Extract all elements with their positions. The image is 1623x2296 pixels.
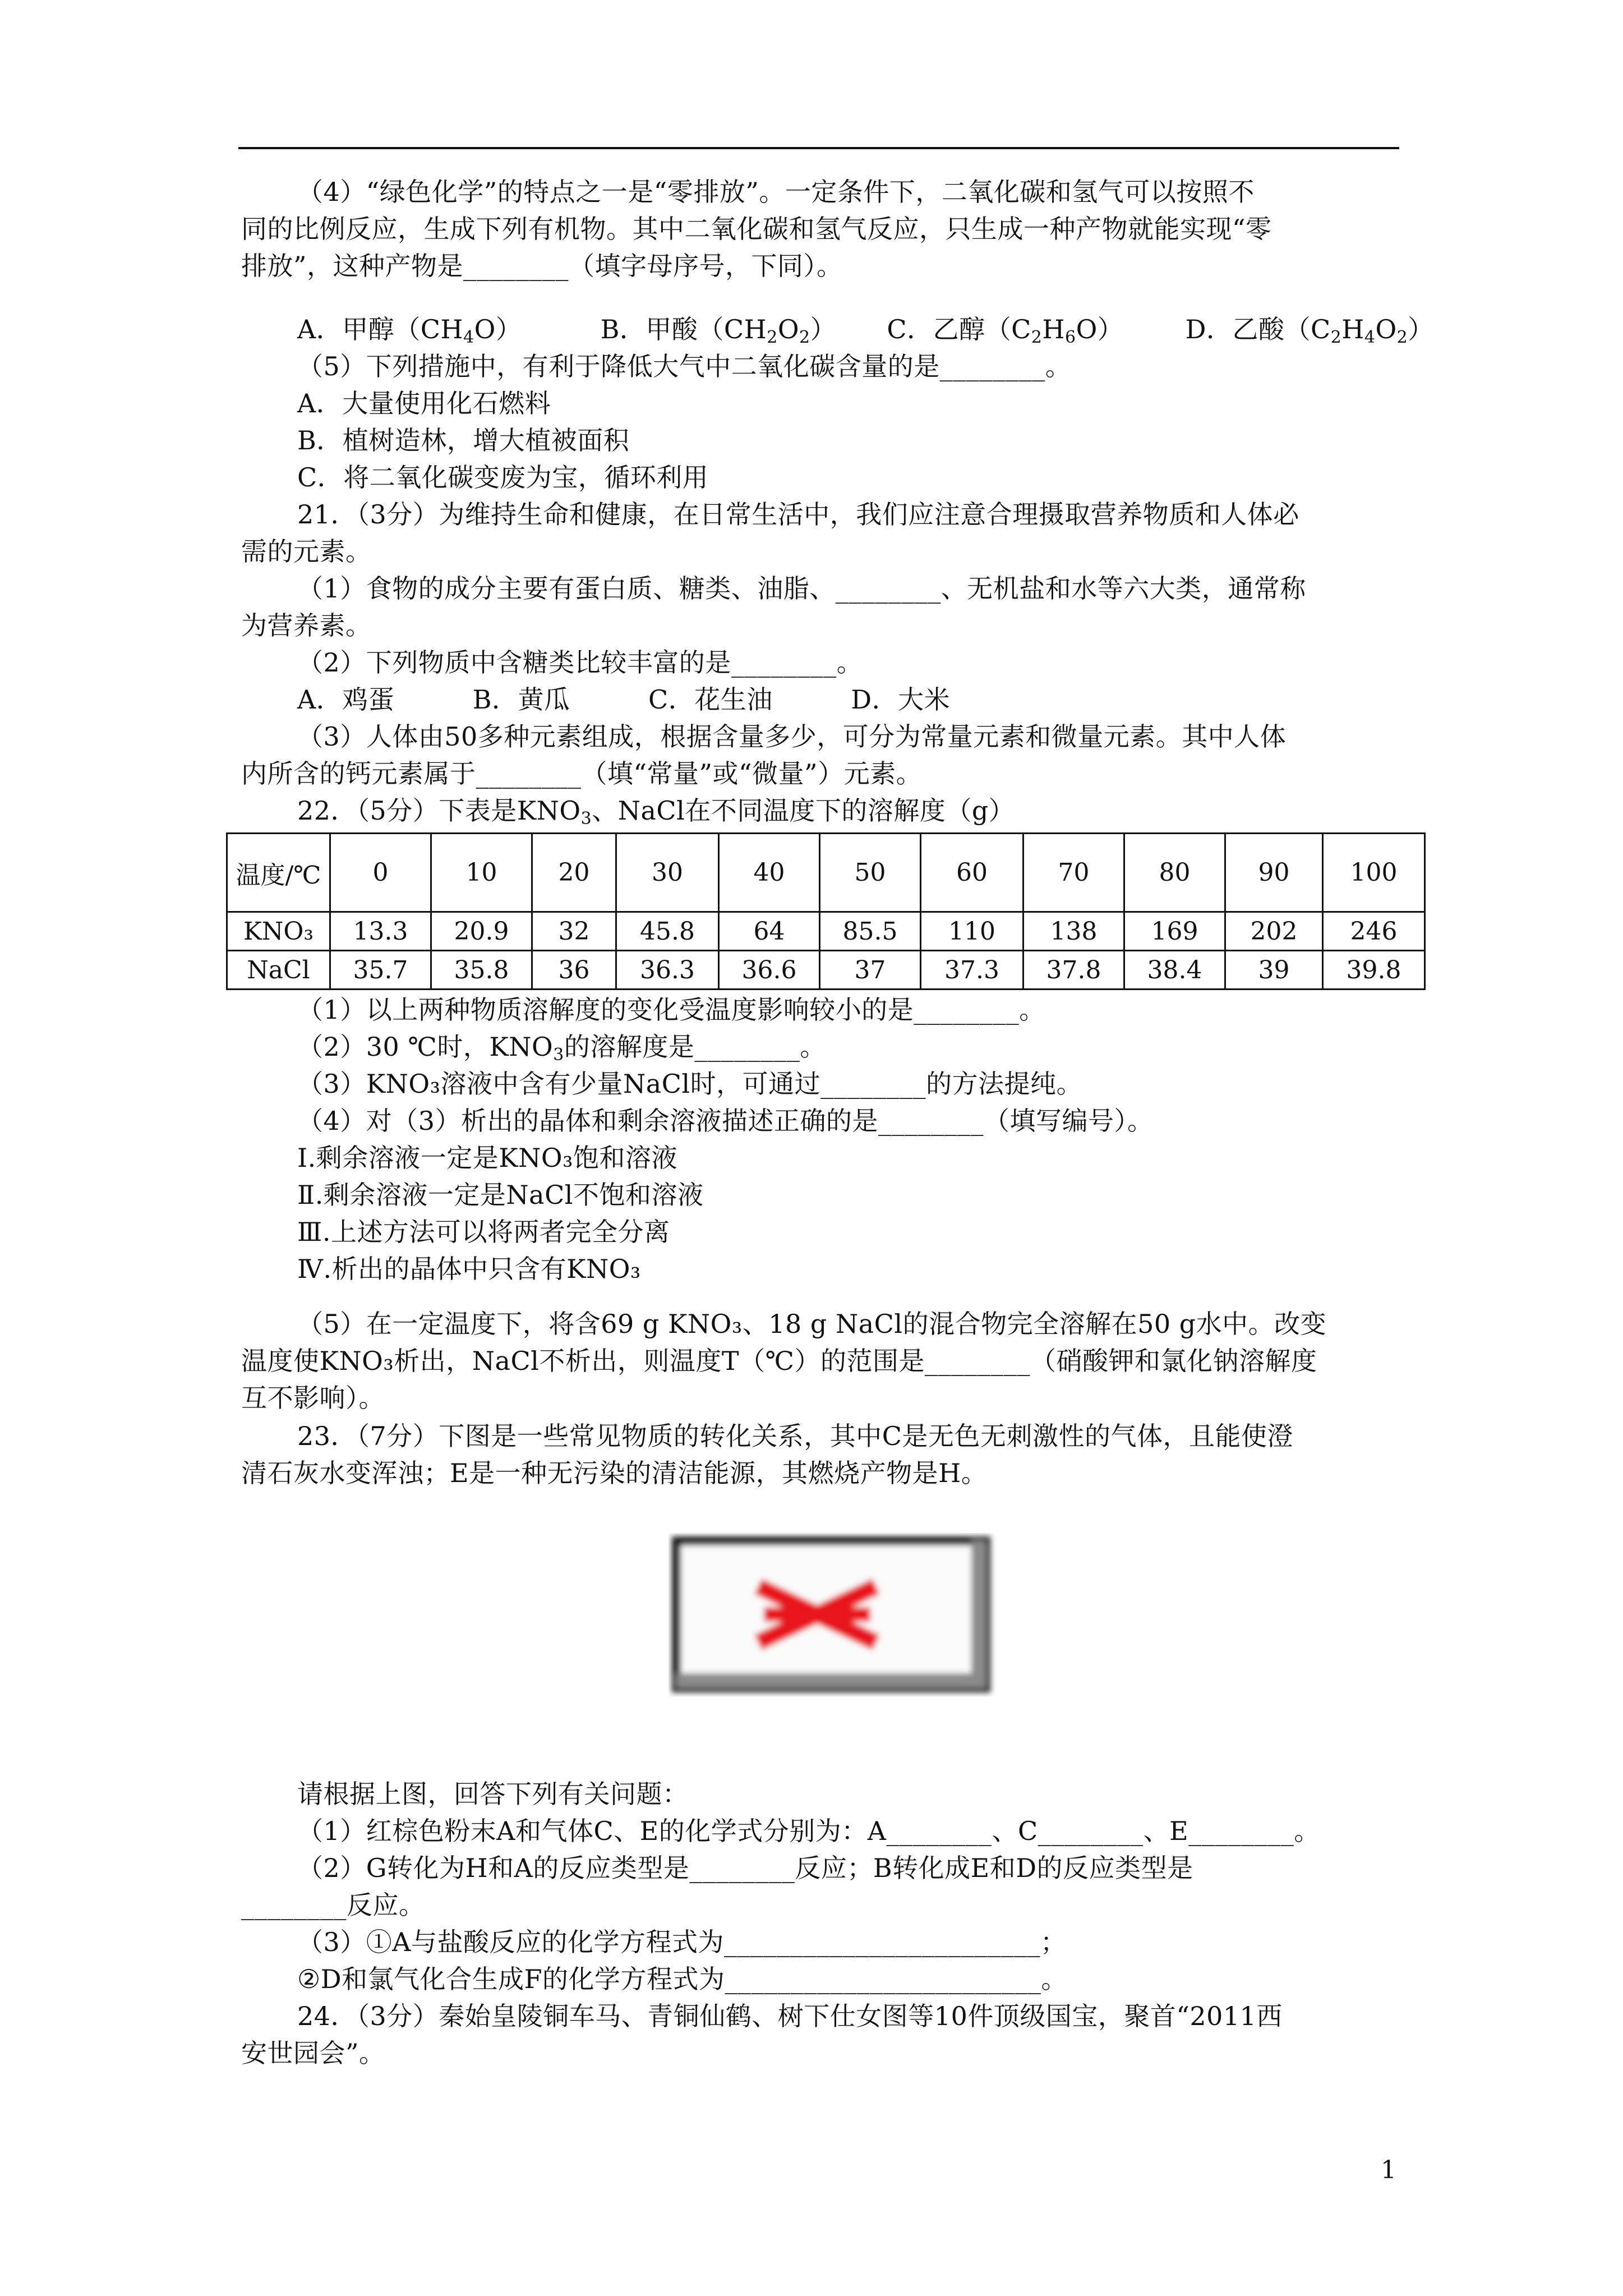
temp-cell: 20 bbox=[532, 834, 616, 912]
table-cell: 13.3 bbox=[330, 912, 431, 951]
table-cell: 138 bbox=[1023, 912, 1124, 951]
temp-cell: 80 bbox=[1124, 834, 1225, 912]
header-rule bbox=[238, 147, 1399, 149]
temp-cell: 10 bbox=[431, 834, 532, 912]
table-row bbox=[227, 951, 1425, 990]
q21-3-line1: （3）人体由50多种元素组成，根据含量多少，可分为常量元素和微量元素。其中人体 bbox=[297, 721, 1287, 752]
q22-4-option-2: Ⅱ.剩余溶液一定是NaCl不饱和溶液 bbox=[297, 1180, 704, 1210]
row-label: KNO₃ bbox=[227, 912, 330, 951]
q20-5-option-a: A．大量使用化石燃料 bbox=[297, 388, 551, 418]
temp-cell: 100 bbox=[1323, 834, 1425, 912]
q23-2-line2: ________反应。 bbox=[241, 1890, 425, 1920]
q23-intro: 请根据上图，回答下列有关问题： bbox=[297, 1779, 689, 1809]
q20-4-line1: （4）“绿色化学”的特点之一是“零排放”。一定条件下，二氧化碳和氢气可以按照不 bbox=[297, 177, 1255, 207]
q22-1: （1）以上两种物质溶解度的变化受温度影响较小的是________。 bbox=[297, 995, 1045, 1025]
table-cell: 64 bbox=[719, 912, 820, 951]
q20-5-stem: （5）下列措施中，有利于降低大气中二氧化碳含量的是________。 bbox=[297, 351, 1072, 381]
table-cell: 36.6 bbox=[719, 951, 820, 990]
q20-4-options bbox=[297, 312, 1434, 346]
table-cell: 39.8 bbox=[1323, 951, 1425, 990]
q23-stem-line1: 23．（7分）下图是一些常见物质的转化关系，其中C是无色无刺激性的气体，且能使澄 bbox=[297, 1421, 1293, 1451]
q24-stem-line2: 安世园会”。 bbox=[241, 2038, 385, 2068]
temp-cell: 70 bbox=[1023, 834, 1124, 912]
q21-2-options: A．鸡蛋 B．黄瓜 C．花生油 D．大米 bbox=[297, 684, 951, 715]
q22-4-option-3: Ⅲ.上述方法可以将两者完全分离 bbox=[297, 1217, 670, 1247]
q23-3-2: ②D和氯气化合生成F的化学方程式为________________________。 bbox=[297, 1964, 1068, 1994]
table-cell: 35.8 bbox=[431, 951, 532, 990]
table-cell: 37 bbox=[820, 951, 921, 990]
temp-cell: 90 bbox=[1225, 834, 1323, 912]
table-cell: 38.4 bbox=[1124, 951, 1225, 990]
option-c: C．乙醇$(C_2H_6O)$ bbox=[887, 314, 1124, 347]
q20-5-option-c: C．将二氧化碳变废为宝，循环利用 bbox=[297, 462, 709, 493]
temp-cell: 60 bbox=[921, 834, 1023, 912]
q21-3-line2: 内所含的钙元素属于________（填“常量”或“微量”）元素。 bbox=[241, 758, 923, 789]
temp-cell: 0 bbox=[330, 834, 431, 912]
q23-2-line1: （2）G转化为H和A的反应类型是________反应；B转化成E和D的反应类型是 bbox=[297, 1853, 1193, 1883]
q23-3-1: （3）①A与盐酸反应的化学方程式为________________________； bbox=[297, 1927, 1067, 1957]
q22-5-line1: （5）在一定温度下，将含69 g KNO₃、18 g NaCl的混合物完全溶解在50 g水中。改变 bbox=[297, 1309, 1327, 1339]
option-d: D．乙酸$(C_2H_4O_2)$ bbox=[1185, 314, 1434, 347]
q22-4-option-4: Ⅳ.析出的晶体中只含有KNO₃ bbox=[297, 1254, 641, 1284]
q20-4-line3: 排放”，这种产物是________（填字母序号，下同）。 bbox=[241, 251, 843, 281]
table-cell: 202 bbox=[1225, 912, 1323, 951]
q22-4-option-1: Ⅰ.剩余溶液一定是KNO₃饱和溶液 bbox=[297, 1143, 678, 1173]
table-cell: 36.3 bbox=[616, 951, 719, 990]
table-row bbox=[227, 834, 1425, 912]
table-cell: 169 bbox=[1124, 912, 1225, 951]
table-cell: 37.3 bbox=[921, 951, 1023, 990]
q22-2: （2）30 ℃时，$KNO_3$的溶解度是________。 bbox=[297, 1032, 826, 1065]
q22-5-line2: 温度使KNO₃析出，NaCl不析出，则温度T（℃）的范围是________（硝酸钾和氯化钠溶解度 bbox=[241, 1346, 1317, 1376]
table-cell: 35.7 bbox=[330, 951, 431, 990]
solubility-table bbox=[226, 832, 1426, 990]
row-label: NaCl bbox=[227, 951, 330, 990]
q20-4-line2: 同的比例反应，生成下列有机物。其中二氧化碳和氢气反应，只生成一种产物就能实现“零 bbox=[241, 214, 1272, 244]
q24-stem-line1: 24．（3分）秦始皇陵铜车马、青铜仙鹤、树下仕女图等10件顶级国宝，聚首“2011西 bbox=[297, 2001, 1283, 2031]
q21-stem-line2: 需的元素。 bbox=[241, 536, 372, 567]
q20-5-option-b: B．植树造林，增大植被面积 bbox=[297, 425, 630, 455]
option-b: B．甲酸$(CH_2O_2)$ bbox=[600, 314, 837, 347]
table-cell: 39 bbox=[1225, 951, 1323, 990]
temp-cell: 40 bbox=[719, 834, 820, 912]
table-cell: 20.9 bbox=[431, 912, 532, 951]
q23-1: （1）红棕色粉末A和气体C、E的化学式分别为：A________、C________、E________。 bbox=[297, 1816, 1320, 1846]
table-cell: 246 bbox=[1323, 912, 1425, 951]
table-cell: 110 bbox=[921, 912, 1023, 951]
page-number: 1 bbox=[1381, 2156, 1396, 2184]
q21-1-line1: （1）食物的成分主要有蛋白质、糖类、油脂、________、无机盐和水等六大类，通常称 bbox=[297, 573, 1306, 604]
q23-stem-line2: 清石灰水变浑浊；E是一种无污染的清洁能源，其燃烧产物是H。 bbox=[241, 1458, 988, 1488]
q21-1-line2: 为营养素。 bbox=[241, 610, 372, 641]
q22-4: （4）对（3）析出的晶体和剩余溶液描述正确的是________（填写编号）。 bbox=[297, 1106, 1154, 1136]
table-cell: 37.8 bbox=[1023, 951, 1124, 990]
broken-image-icon bbox=[668, 1533, 997, 1697]
q21-2-stem: （2）下列物质中含糖类比较丰富的是________。 bbox=[297, 647, 863, 678]
table-row bbox=[227, 912, 1425, 951]
table-cell: 36 bbox=[532, 951, 616, 990]
option-a: A．甲醇$(CH_4O)$ bbox=[297, 314, 522, 347]
header-label: 温度/℃ bbox=[227, 834, 330, 912]
q22-3: （3）KNO₃溶液中含有少量NaCl时，可通过________的方法提纯。 bbox=[297, 1069, 1083, 1099]
table-cell: 32 bbox=[532, 912, 616, 951]
q21-stem-line1: 21．（3分）为维持生命和健康，在日常生活中，我们应注意合理摄取营养物质和人体必 bbox=[297, 499, 1299, 530]
q22-stem: 22．（5分）下表是$KNO_3$、NaCl在不同温度下的溶解度（g） bbox=[297, 795, 1015, 829]
table-cell: 85.5 bbox=[820, 912, 921, 951]
temp-cell: 30 bbox=[616, 834, 719, 912]
table-cell: 45.8 bbox=[616, 912, 719, 951]
temp-cell: 50 bbox=[820, 834, 921, 912]
q22-5-line3: 互不影响）。 bbox=[241, 1383, 385, 1413]
